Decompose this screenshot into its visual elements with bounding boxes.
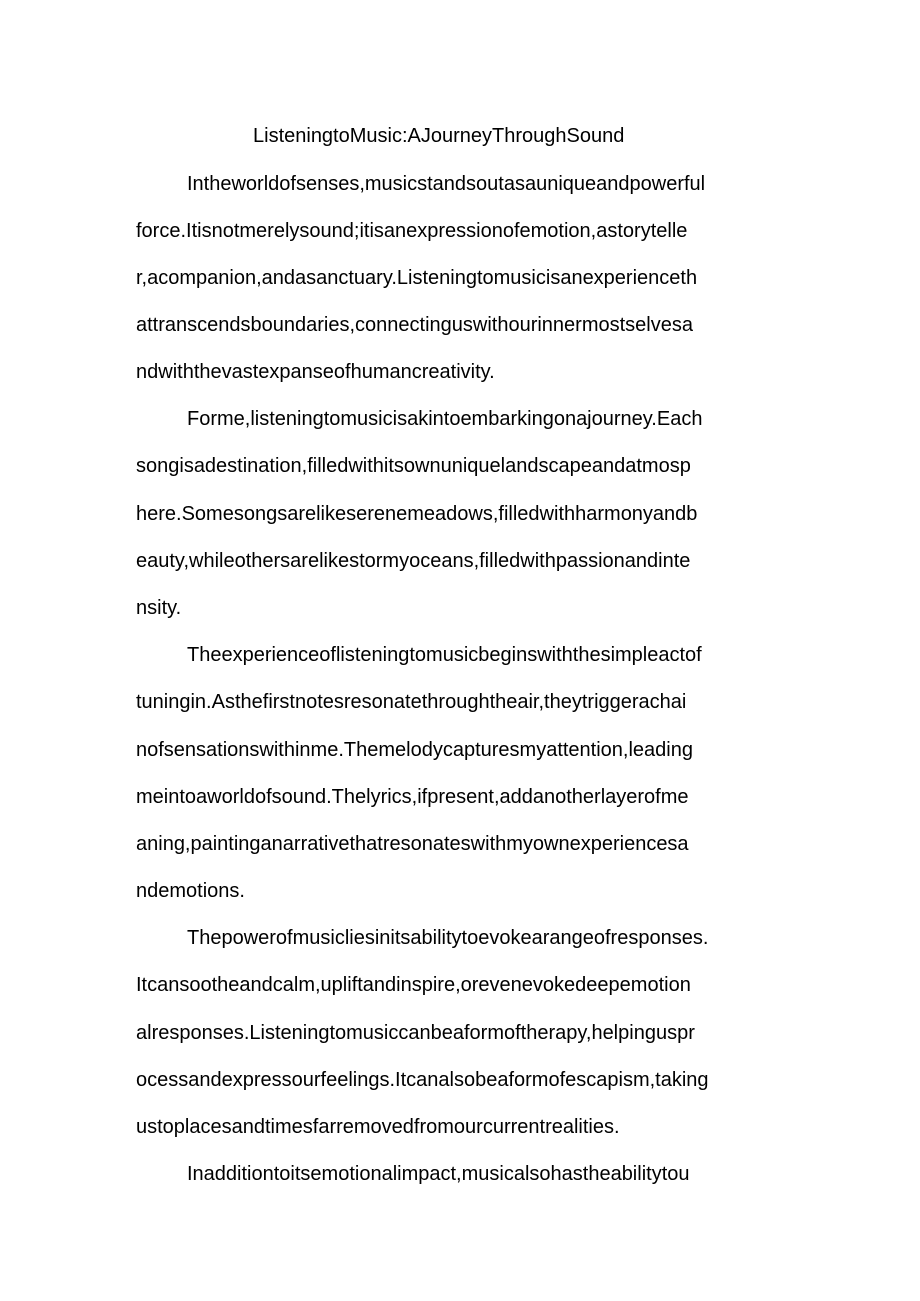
document-title: ListeningtoMusic:AJourneyThroughSound xyxy=(253,125,625,147)
paragraph-line: attranscendsboundaries,connectinguswithourinnermostselvesa xyxy=(136,314,693,336)
paragraph-line: ndwiththevastexpanseofhumancreativity. xyxy=(136,361,495,383)
paragraph-line: ocessandexpressourfeelings.Itcanalsobeaformofescapism,taking xyxy=(136,1069,709,1091)
paragraph-line: meintoaworldofsound.Thelyrics,ifpresent,addanotherlayerofme xyxy=(136,786,689,808)
paragraph-line: ustoplacesandtimesfarremovedfromourcurrentrealities. xyxy=(136,1116,620,1138)
paragraph-line: Intheworldofsenses,musicstandsoutasauniqueandpowerful xyxy=(187,173,706,195)
paragraph-line: Inadditiontoitsemotionalimpact,musicalsohastheabilitytou xyxy=(187,1163,690,1185)
paragraph-line: r,acompanion,andasanctuary.Listeningtomusicisanexperienceth xyxy=(136,267,698,289)
paragraph-line: nofsensationswithinme.Themelodycapturesmyattention,leading xyxy=(136,739,693,761)
paragraph-line: tuningin.Asthefirstnotesresonatethroughtheair,theytriggerachai xyxy=(136,691,687,713)
paragraph-line: ndemotions. xyxy=(136,880,245,902)
paragraph-line: aning,paintinganarrativethatresonateswithmyownexperiencesa xyxy=(136,833,689,855)
paragraph-line: songisadestination,filledwithitsownuniquelandscapeandatmosp xyxy=(136,455,691,477)
paragraph-line: Thepowerofmusicliesinitsabilitytoevokearangeofresponses. xyxy=(187,927,709,949)
paragraph-line: force.Itisnotmerelysound;itisanexpressionofemotion,astorytelle xyxy=(136,220,688,242)
paragraph-line: Theexperienceoflisteningtomusicbeginswiththesimpleactof xyxy=(187,644,702,666)
paragraph-line: nsity. xyxy=(136,597,182,619)
paragraph-line: Itcansootheandcalm,upliftandinspire,orevenevokedeepemotion xyxy=(136,974,691,996)
paragraph-line: here.Somesongsarelikeserenemeadows,filledwithharmonyandb xyxy=(136,503,698,525)
paragraph-line: Forme,listeningtomusicisakintoembarkingonajourney.Each xyxy=(187,408,703,430)
paragraph-line: eauty,whileothersarelikestormyoceans,filledwithpassionandinte xyxy=(136,550,691,572)
paragraph-line: alresponses.Listeningtomusiccanbeaformoftherapy,helpinguspr xyxy=(136,1022,695,1044)
